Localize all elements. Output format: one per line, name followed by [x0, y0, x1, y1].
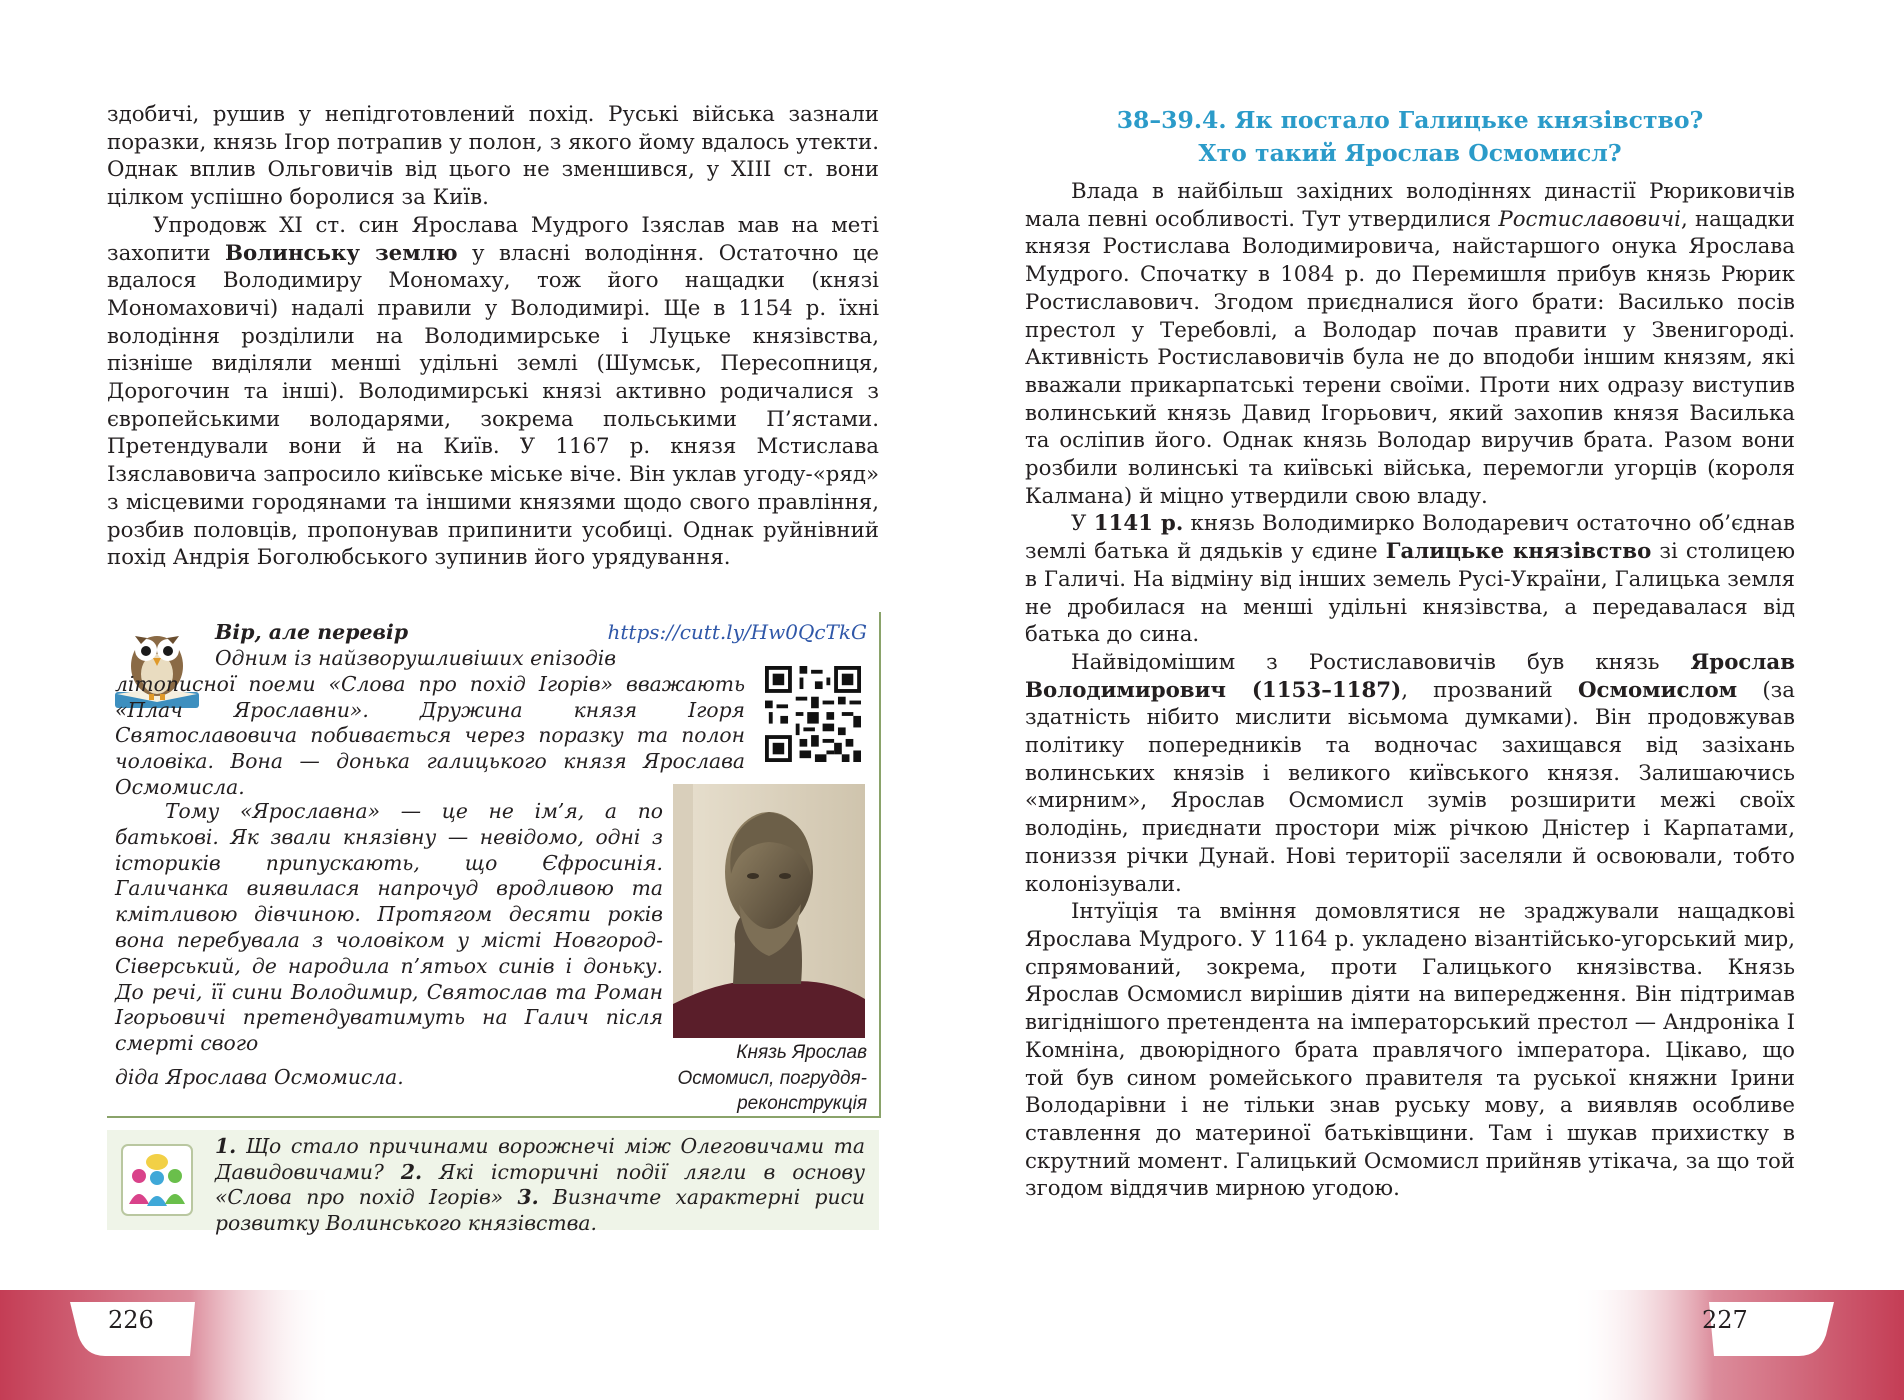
heading-line-1: 38–39.4. Як постало Галицьке князівство?	[1116, 106, 1704, 134]
text-run: Упродовж XI ст. син Ярослава Мудрого Ізяслав мав на меті захопити	[107, 212, 879, 266]
date-1141: 1141 р.	[1093, 511, 1184, 537]
box-text-yaroslavna	[115, 799, 663, 1091]
page-number: 226	[108, 1306, 154, 1334]
question-2: Які історичні події лягли в основу «Слова про похід Ігорів»	[215, 1159, 865, 1209]
text-run: князь Володимирко Володаревич остаточно об’єднав землі батька й дядьків у єдине	[1025, 511, 1795, 565]
term-rostyslavovychi: Ростиславовичі	[1498, 206, 1681, 232]
right-paragraph-1	[1025, 178, 1795, 510]
term-yaroslav: Ярослав Володимирович (1153–1187)	[1025, 649, 1795, 703]
text-run: зі столицею в Галичі. На відміну від інших земель Русі-України, Галицька земля не дробилася на менші удільні князівства, а передавалася від батька до сина.	[1025, 539, 1795, 648]
left-body-text	[107, 101, 879, 572]
text-run: , нащадки князя Ростислава Володимировича, найстаршого онука Ярослава Мудрого. Спочатку в 1084 р. до Перемишля прибув князь Рюрик Ростиславович. Згодом приєдналися його брати: Василько посів престол у Теребовлі, а Володар почав правити у Звенигороді. Активність Ростиславовичів була не до вподоби іншим князям, які вважали прикарпатські терени своїми. Проти них одразу виступив волинський князь Давид Ігорьович, який захопив князя Василька та осліпив його. Однак князь Володар виручив брата. Разом вони розбили волинські та київські війська, перемогли угорців (короля Калмана) й міцно утвердили свою владу.	[1025, 206, 1795, 509]
questions-box	[107, 1130, 879, 1235]
box-text-rest: літописної поеми «Слова про похід Ігорів» вважають «Плач Ярославни». Дружина князя Ігоря Святославовича побивається через поразку та полон чоловіка. Вона — донька галицького князя Ярослава Осмомисла.	[115, 671, 745, 799]
qr-code-icon[interactable]	[765, 666, 861, 762]
questions-text	[215, 1134, 865, 1236]
question-number: 3.	[517, 1185, 539, 1209]
verify-sidebar-box	[107, 612, 881, 1118]
group-discussion-icon	[121, 1144, 193, 1216]
left-paragraph-1: здобичі, рушив у непідготовлений похід. Руські війська зазнали поразки, князь Ігор потрапив у полон, з якого йому вдалось утекти. Однак вплив Ольговичів від цього не зменшився, у XIII ст. вони цілком успішно боролися за Київ.	[107, 102, 879, 211]
text-run: , прозваний	[1401, 677, 1578, 703]
right-body-text	[1025, 178, 1795, 1203]
right-page	[952, 0, 1904, 1400]
term-volyn-land: Волинську землю	[224, 240, 458, 266]
heading-line-2: Хто такий Ярослав Осмомисл?	[1198, 139, 1622, 167]
section-heading	[1025, 104, 1795, 170]
box-text-intro	[115, 646, 745, 801]
text-run: Влада в найбільш західних володіннях династії Рюриковичів мала певні особливості. Тут утвердилися	[1025, 179, 1795, 232]
text-run: Найвідомішим з Ростиславовичів був князь	[1071, 649, 1691, 675]
question-1: Що стало причинами ворожнечі між Олеговичами та Давидовичами?	[215, 1134, 865, 1184]
term-galician-principality: Галицьке князівство	[1385, 539, 1652, 565]
term-osmomysl: Осмомислом	[1577, 677, 1738, 703]
bust-image	[673, 784, 865, 1038]
text-run: у власні володіння. Остаточно це вдалося Володимиру Мономаху, тож його нащадки (князі Мономаховичі) надалі правили у Володимирі. Ще в 1154 р. їхні володіння розділили на Володимирське і Луцьке князівства, пізніше виділяли менші удільні землі (Шумськ, Пересопниця, Дорогочин та інші). Володимирські князі активно родичалися з європейськими володарями, зокрема польськими П’ястами. Претендували вони й на Київ. У 1167 р. князя Мстислава Ізяславовича запросило київське міське віче. Він уклав угоду-«ряд» з місцевими городянами та іншими князями щодо свого правління, розбив половців, пропонував припинити усобиці. Однак руйнівний похід Андрія Боголюбського зупинив його урядування.	[107, 240, 879, 571]
right-paragraph-4: Інтуїція та вміння домовлятися не зраджували нащадкові Ярослава Мудрого. У 1164 р. укладено візантійсько-угорський мир, спрямований, зокрема, проти Галицького князівства. Князь Ярослав Осмомисл вирішив діяти на випередження. Він підтримав вигіднішого претендента на імператорський престол — Андроніка І Комніна, двоюрідного брата правлячого імператора. Цікаво, що той був сином ромейського правителя та руської княжни Ірини Володарівни і не тільки знав руську мову, а виявляв особливе ставлення до материної батьківщини. Там і шукав прихистку в скрутний момент. Галицький Осмомисл прийняв утікача, за що той згодом віддячив мирною угодою.	[1025, 899, 1795, 1202]
verify-link[interactable]: https://cutt.ly/Hw0QcTkG	[607, 620, 867, 644]
text-run: (за здатність нібито мислити вісьмома думками). Він продовжував політику попередників та водночас захищався від зазіхань волинських князів і великого київського князя. Залишаючись «мирним», Ярослав Осмомисл зумів розширити межі своїх володінь, приєднати простори між річкою Дністер і Карпатами, пониззя річки Дунай. Нові території заселяли й освоювали, тобто колонізували.	[1025, 677, 1795, 897]
text-run: У	[1071, 511, 1094, 537]
footer-decoration-right	[952, 1290, 1904, 1400]
left-paragraph-2	[107, 212, 879, 572]
page-number: 227	[1702, 1306, 1748, 1334]
box-paragraph: Тому «Ярославна» — це не ім’я, а по батькові. Як звали князівну — невідомо, одні з істориків припускають, що Єфросинія. Галичанка виявилася напрочуд вродливою та кмітливою дівчиною. Протягом десяти років вона перебувала з чоловіком у місті Новгород-Сіверський, де народила п’ятьох синів і доньку. До речі, її сини Володимир, Святослав та Роман Ігорьовичі претендуватимуть на Галич після смерті свого	[115, 799, 663, 1056]
box-text-lead: Одним із найзворушливіших епізодів	[215, 646, 617, 670]
question-number: 2.	[400, 1159, 423, 1184]
right-paragraph-3	[1025, 649, 1795, 898]
box-title: Вір, але перевір	[215, 620, 409, 644]
question-3: Визначте характерні риси розвитку Волинського князівства.	[215, 1185, 865, 1235]
right-paragraph-2	[1025, 510, 1795, 649]
bust-caption: Князь Ярослав Осмомисл, погруддя-реконструкція	[677, 1042, 867, 1114]
question-number: 1.	[215, 1134, 237, 1158]
box-paragraph-end: діда Ярослава Осмомисла.	[115, 1064, 404, 1089]
